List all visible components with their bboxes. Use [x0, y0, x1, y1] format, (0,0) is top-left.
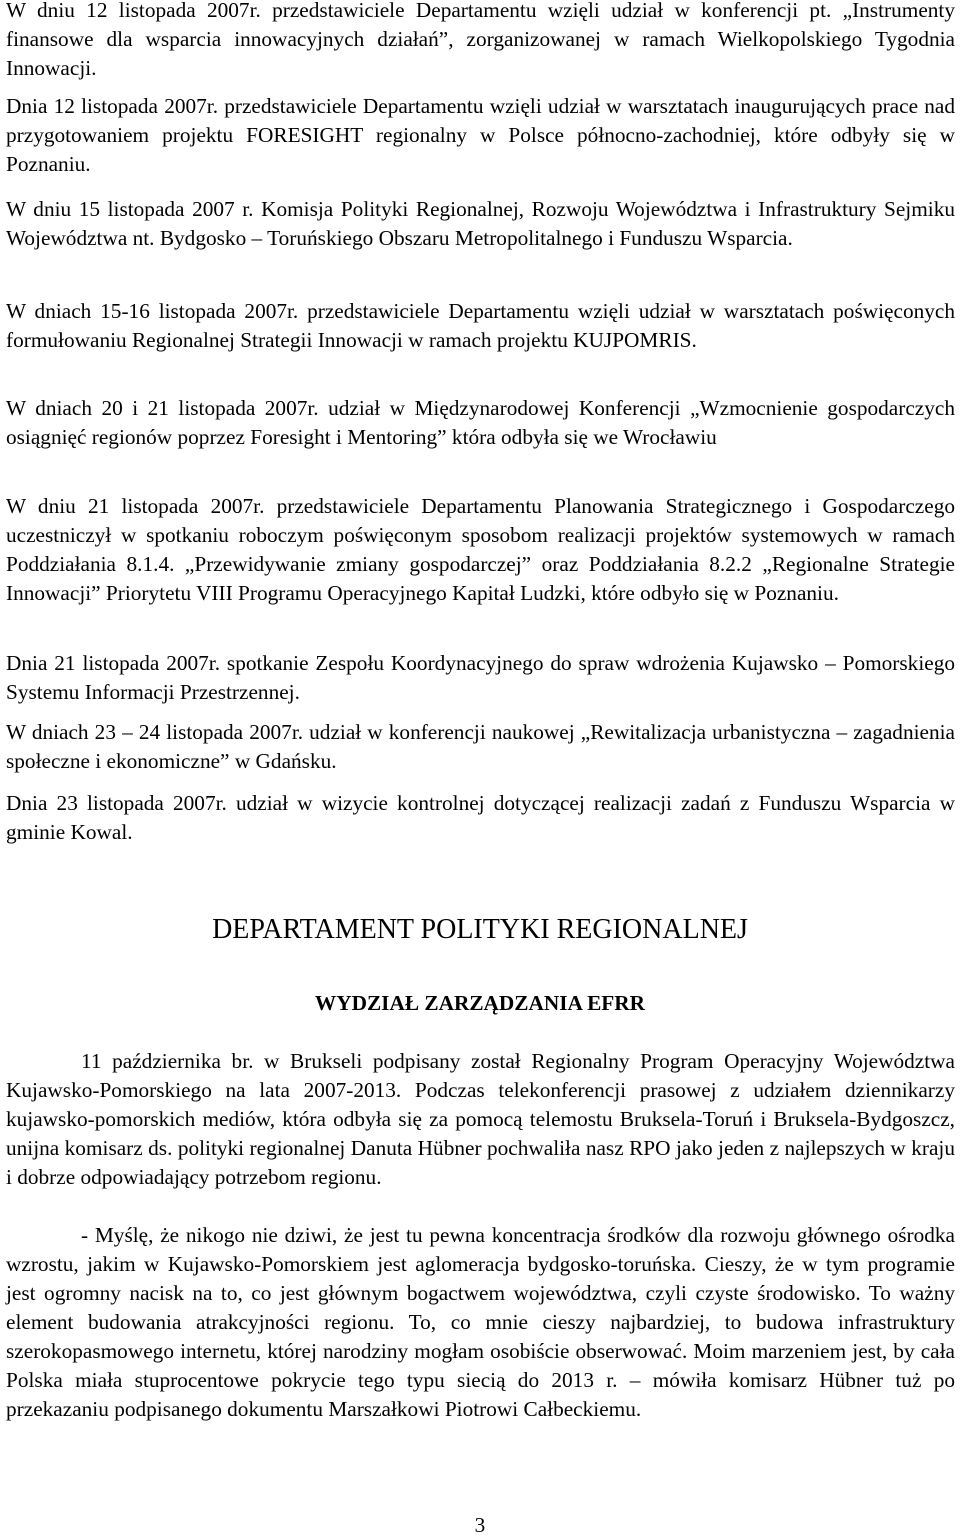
paragraph-9: Dnia 23 listopada 2007r. udział w wizycie kontrolnej dotyczącej realizacji zadań z Funduszu Wsparcia w gminie Kowal. — [6, 791, 955, 844]
paragraph-11: - Myślę, że nikogo nie dziwi, że jest tu pewna koncentracja środków dla rozwoju głównego ośrodka wzrostu, jakim w Kujawsko-Pomorskiem jest aglomeracja bydgosko-toruńska. Cieszy, że w tym programie jest ogromny nacisk na to, co jest głównym bogactwem województwa, czyli czyste środowisko. To ważny element budowania atrakcyjności regionu. To, co mnie cieszy najbardziej, to budowa infrastruktury szerokopasmowego internetu, której narodziny mogłam osobiście obserwować. Moim marzeniem jest, by cała Polska miała stuprocentowe pokrycie tego typu siecią do 2013 r. – mówiła komisarz Hübner tuż po przekazaniu podpisanego dokumentu Marszałkowi Piotrowi Całbeckiemu. — [6, 1223, 955, 1421]
paragraph-1: W dniu 12 listopada 2007r. przedstawiciele Departamentu wzięli udział w konferencji pt. „Instrumenty finansowe dla wsparcia innowacyjnych działań”, zorganizowanej w ramach Wielkopolskiego Tygodnia Innowacji. — [6, 0, 955, 80]
paragraph-4: W dniach 15-16 listopada 2007r. przedstawiciele Departamentu wzięli udział w warsztatach poświęconych formułowaniu Regionalnej Strategii Innowacji w ramach projektu KUJPOMRIS. — [6, 299, 955, 352]
paragraph-3: W dniu 15 listopada 2007 r. Komisja Polityki Regionalnej, Rozwoju Województwa i Infrastruktury Sejmiku Województwa nt. Bydgosko – Toruńskiego Obszaru Metropolitalnego i Funduszu Wsparcia. — [6, 197, 955, 250]
paragraph-6: W dniu 21 listopada 2007r. przedstawiciele Departamentu Planowania Strategicznego i Gospodarczego uczestniczył w spotkaniu roboczym poświęconym sposobom realizacji projektów systemowych w ramach Poddziałania 8.1.4. „Przewidywanie zmiany gospodarczej” oraz Poddziałania 8.2.2 „Regionalne Strategie Innowacji” Priorytetu VIII Programu Operacyjnego Kapitał Ludzki, które odbyło się w Poznaniu. — [6, 494, 955, 605]
department-title: DEPARTAMENT POLITYKI REGIONALNEJ — [212, 914, 748, 945]
paragraph-2: Dnia 12 listopada 2007r. przedstawiciele Departamentu wzięli udział w warsztatach inaugurujących prace nad przygotowaniem projektu FORESIGHT regionalny w Polsce północno-zachodniej, które odbyły się w Poznaniu. — [6, 94, 955, 176]
paragraph-10: 11 października br. w Brukseli podpisany został Regionalny Program Operacyjny Województwa Kujawsko-Pomorskiego na lata 2007-2013. Podczas telekonferencji prasowej z udziałem dziennikarzy kujawsko-pomorskich mediów, która odbyła się za pomocą telemostu Bruksela-Toruń i Bruksela-Bydgoszcz, unijna komisarz ds. polityki regionalnej Danuta Hübner pochwaliła nasz RPO jako jeden z najlepszych w kraju i dobrze odpowiadający potrzebom regionu. — [6, 1049, 955, 1189]
paragraph-8: W dniach 23 – 24 listopada 2007r. udział w konferencji naukowej „Rewitalizacja urbanistyczna – zagadnienia społeczne i ekonomiczne” w Gdańsku. — [6, 720, 955, 773]
paragraph-7: Dnia 21 listopada 2007r. spotkanie Zespołu Koordynacyjnego do spraw wdrożenia Kujawsko – Pomorskiego Systemu Informacji Przestrzennej. — [6, 651, 955, 704]
paragraph-5: W dniach 20 i 21 listopada 2007r. udział w Międzynarodowej Konferencji „Wzmocnienie gospodarczych osiągnięć regionów poprzez Foresight i Mentoring” która odbyła się we Wrocławiu — [6, 396, 955, 449]
page-number: 3 — [474, 1513, 486, 1537]
division-subtitle: WYDZIAŁ ZARZĄDZANIA EFRR — [314, 991, 646, 1015]
